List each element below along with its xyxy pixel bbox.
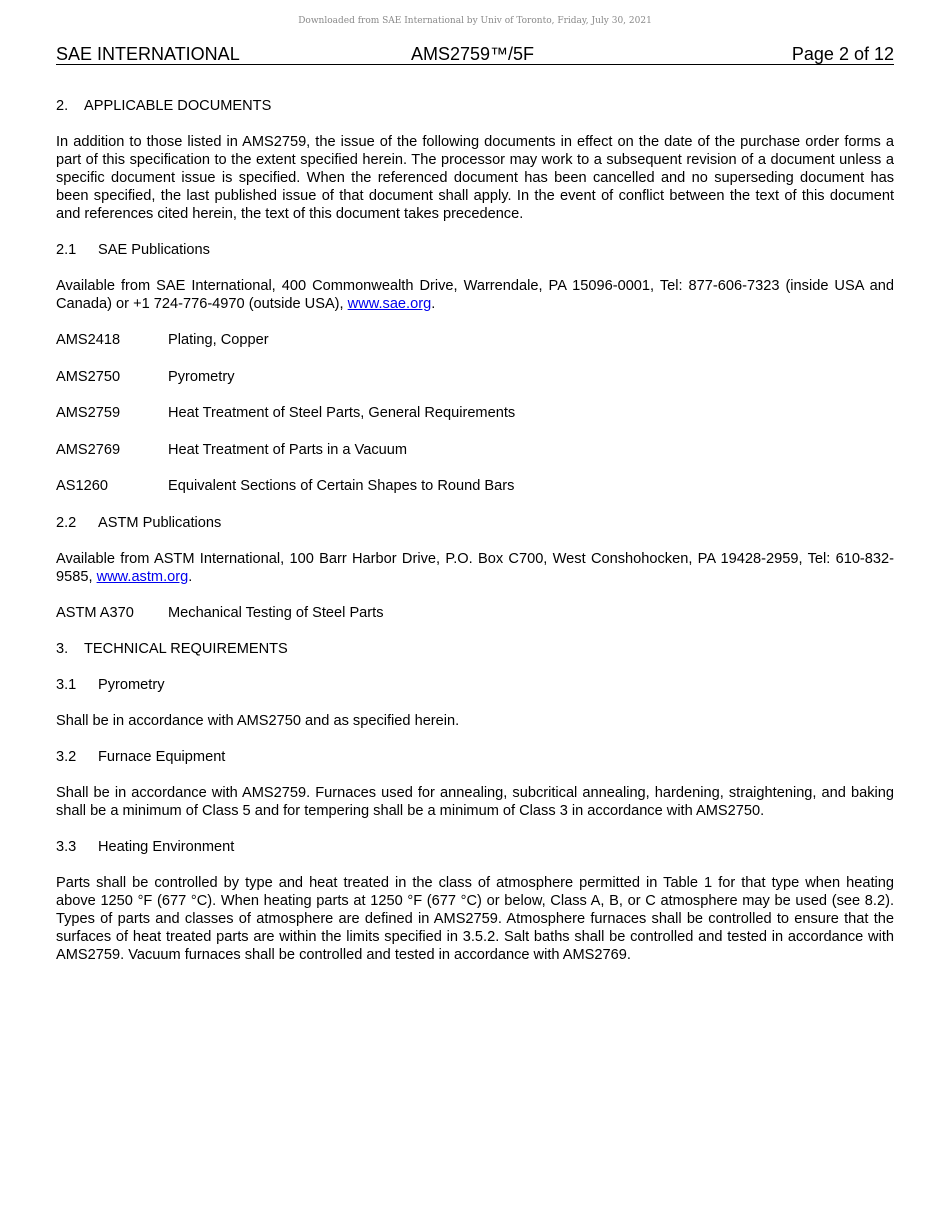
doc-code: AMS2418 [56, 332, 121, 348]
section-3-2-paragraph: Shall be in accordance with AMS2759. Furnaces used for annealing, subcritical annealing, hardening, straightening, and baking shall be a minimum of Class 5 and for tempering shall be a minimum of Class 3 in accordance with AMS2750. [56, 785, 894, 819]
section-number: 2.2 [56, 514, 77, 531]
doc-title: Mechanical Testing of Steel Parts [168, 604, 384, 621]
doc-code: AS1260 [56, 478, 108, 494]
section-3-heading [56, 640, 894, 658]
reference-doc-row [56, 477, 894, 495]
section-2-1-heading [56, 241, 894, 259]
header-doc-id: AMS2759™/5F [411, 44, 535, 64]
section-number: 2. [56, 98, 69, 114]
section-title: SAE Publications [98, 242, 210, 258]
doc-title: Equivalent Sections of Certain Shapes to Round Bars [168, 478, 515, 494]
availability-text: Available from SAE International, 400 Commonwealth Drive, Warrendale, PA 15096-0001, Tel: 877-606-7323 (inside USA and Canada) or +1 724-776-4970 (outside USA), [56, 278, 894, 312]
section-3-1-heading [56, 676, 894, 694]
sae-availability-paragraph [56, 277, 894, 313]
section-3-2-heading [56, 748, 894, 766]
doc-title: Heat Treatment of Parts in a Vacuum [168, 441, 408, 458]
section-2-paragraph: In addition to those listed in AMS2759, the issue of the following documents in effect on the date of the purchase order forms a part of this specification to the extent specified herein. The processor may work to a subsequent revision of a document unless a specific document issue is specified. When the referenced document has been cancelled and no superseding document has been specified, the last published issue of that document shall apply. In the event of conflict between the text of this document and references cited herein, the text of this document takes precedence. [56, 134, 894, 222]
section-title: ASTM Publications [98, 514, 222, 531]
doc-code: AMS2759 [56, 405, 121, 421]
document-body [56, 97, 894, 982]
section-title: Heating Environment [98, 839, 235, 855]
section-number: 2.1 [56, 242, 77, 258]
section-2-2-heading [56, 514, 894, 532]
reference-doc-row [56, 404, 894, 422]
reference-doc-row [56, 368, 894, 386]
sae-website-link[interactable]: www.sae.org [347, 296, 432, 312]
section-2-heading [56, 97, 894, 115]
astm-website-link[interactable]: www.astm.org [96, 568, 189, 585]
section-3-3-paragraph: Parts shall be controlled by type and heat treated in the class of atmosphere permitted in Table 1 for that type when heating above 1250 °F (677 °C). When heating parts at 1250 °F (677 °C) or below, Class A, B, or C atmosphere may be used (see 8.2). Types of parts and classes of atmosphere are defined in AMS2759. Atmosphere furnaces shall be controlled to ensure that the surfaces of heat treated parts are within the limits specified in 3.5.2. Salt baths shall be controlled and tested in accordance with AMS2759. Vacuum furnaces shall be controlled and tested in accordance with AMS2769. [56, 875, 894, 963]
doc-title: Heat Treatment of Steel Parts, General Requirements [168, 405, 516, 421]
reference-doc-row [56, 331, 894, 349]
section-title: APPLICABLE DOCUMENTS [84, 98, 272, 114]
doc-title: Pyrometry [168, 368, 235, 385]
doc-title: Plating, Copper [168, 332, 269, 348]
section-number: 3.1 [56, 677, 77, 693]
section-3-1-paragraph: Shall be in accordance with AMS2750 and as specified herein. [56, 713, 460, 729]
reference-doc-row [56, 604, 894, 622]
download-watermark: Downloaded from SAE International by Univ of Toronto, Friday, July 30, 2021 [298, 16, 652, 26]
section-title: Furnace Equipment [98, 749, 226, 765]
period: . [188, 568, 193, 585]
header-page-number: Page 2 of 12 [791, 44, 894, 64]
section-3-3-heading [56, 838, 894, 856]
section-title: Pyrometry [98, 677, 165, 693]
section-number: 3. [56, 641, 69, 657]
doc-code: AMS2769 [56, 441, 121, 458]
availability-text: Available from ASTM International, 100 Barr Harbor Drive, P.O. Box C700, West Conshohocken, PA 19428-2959, Tel: 610-832-9585, [56, 550, 894, 585]
section-number: 3.2 [56, 749, 77, 765]
header-org: SAE INTERNATIONAL [56, 44, 240, 64]
page-header [56, 44, 894, 65]
doc-code: AMS2750 [56, 368, 121, 385]
astm-availability-paragraph [56, 550, 894, 586]
period: . [431, 296, 436, 312]
section-title: TECHNICAL REQUIREMENTS [84, 641, 288, 657]
reference-doc-row [56, 441, 894, 459]
doc-code: ASTM A370 [56, 604, 134, 621]
section-number: 3.3 [56, 839, 77, 855]
